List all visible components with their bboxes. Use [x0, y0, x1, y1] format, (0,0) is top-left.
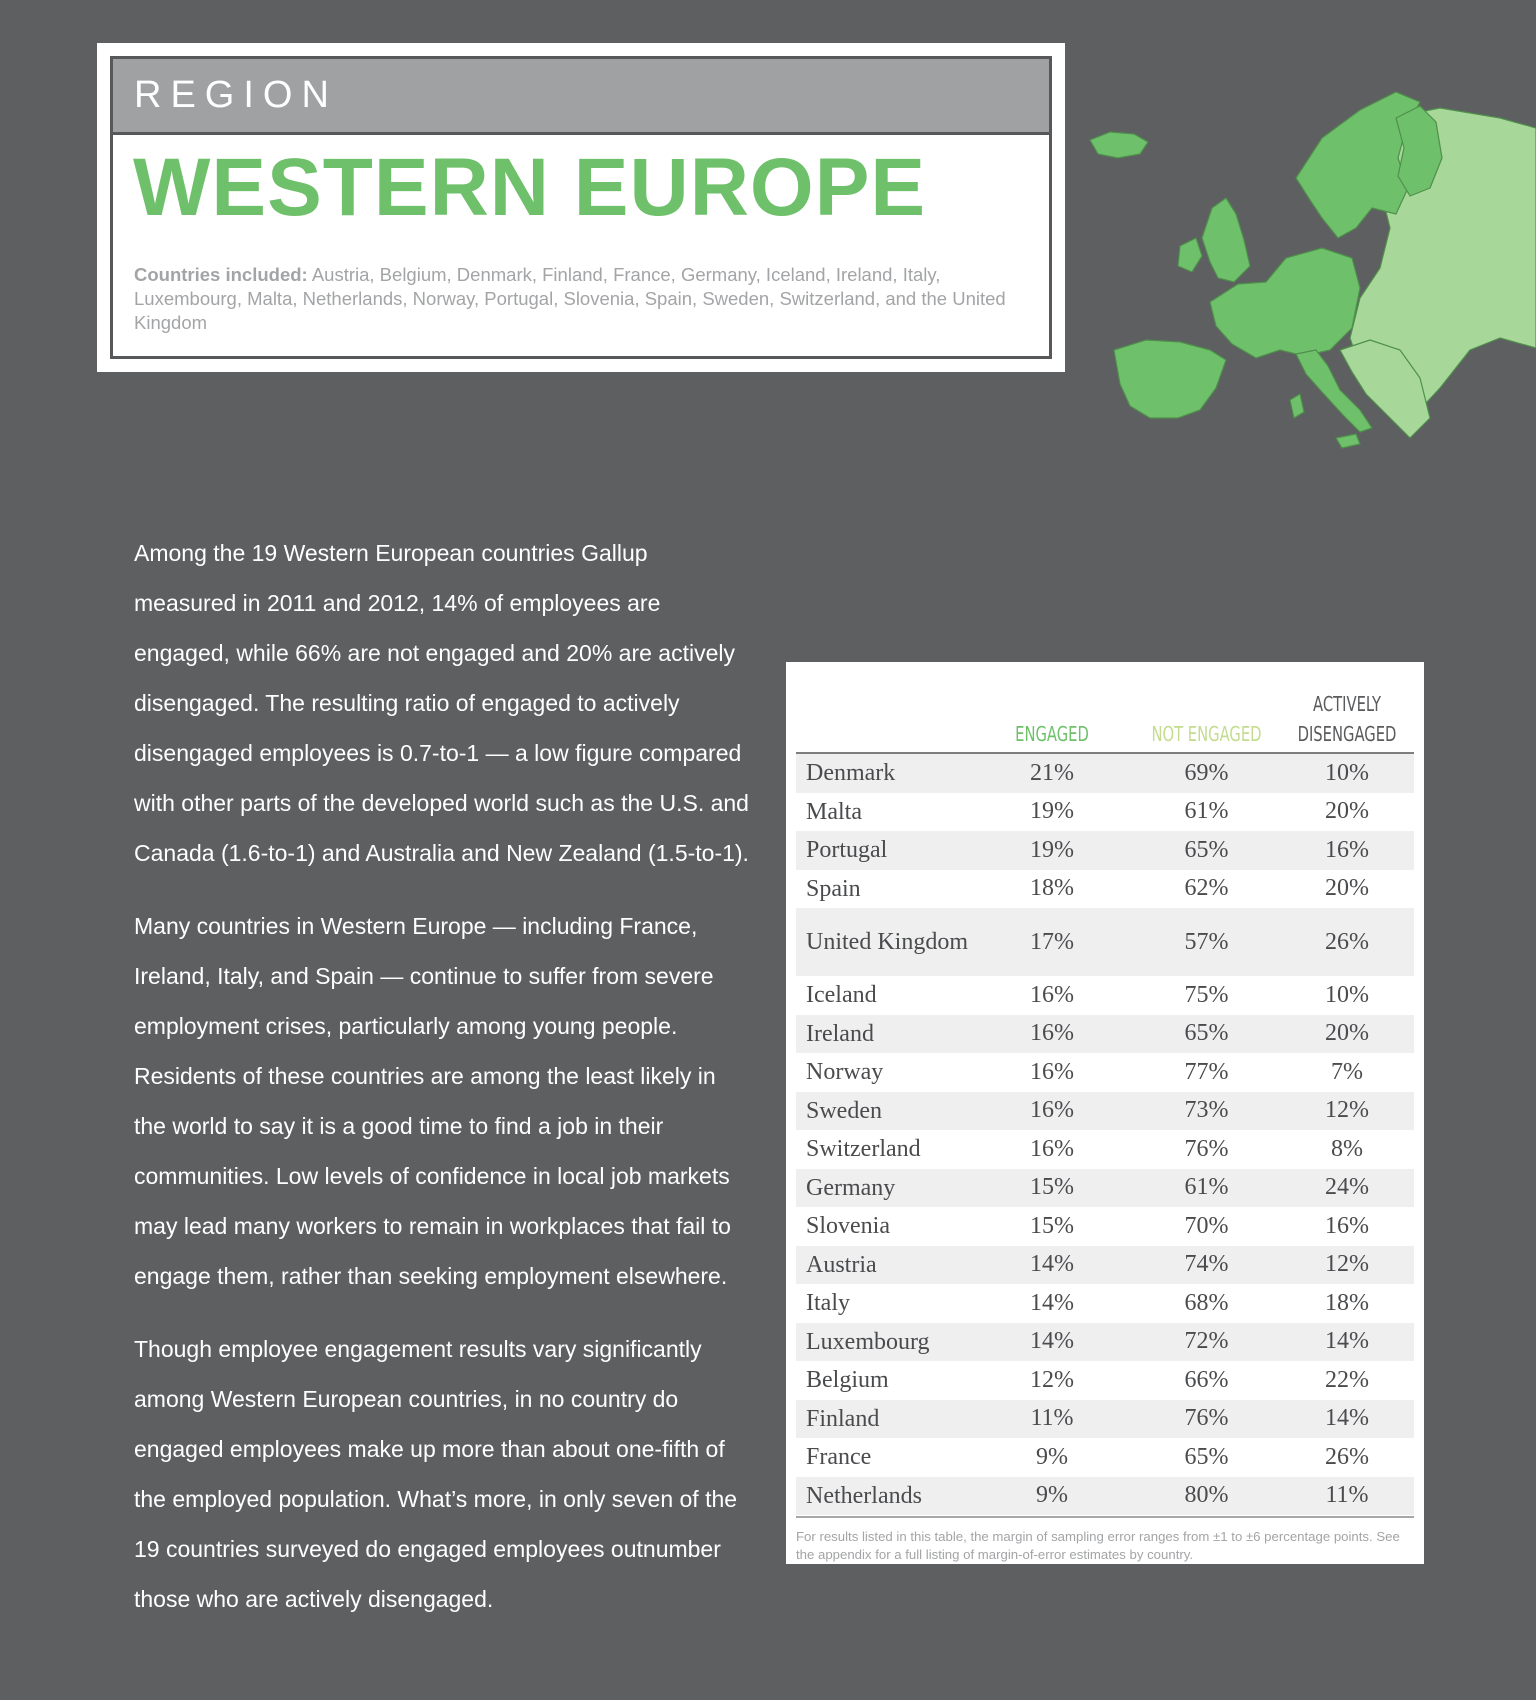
engaged-cell: 12%: [1030, 1366, 1074, 1393]
actively-disengaged-cell: 16%: [1325, 1212, 1369, 1239]
table-row: [796, 831, 1414, 870]
region-title: WESTERN EUROPE: [133, 142, 927, 233]
body-paragraph: Among the 19 Western European countries Gallup measured in 2011 and 2012, 14% of employees are engaged, while 66% are not engaged and 20% are actively disengaged. The resulting ratio of engaged to actively disengaged employees is 0.7-to-1 — a low figure compared with other parts of the developed world such as the U.S. and Canada (1.6-to-1) and Australia and New Zealand (1.5-to-1).: [134, 540, 749, 866]
countries-included-label: Countries included:: [134, 264, 308, 285]
table-row: [796, 754, 1414, 793]
region-header-frame: [110, 56, 1052, 359]
actively-disengaged-cell: 8%: [1331, 1135, 1363, 1162]
actively-disengaged-cell: 14%: [1325, 1328, 1369, 1355]
engaged-cell: 15%: [1030, 1212, 1074, 1239]
actively-disengaged-cell: 26%: [1325, 1443, 1369, 1470]
not-engaged-cell: 65%: [1184, 1020, 1229, 1047]
engaged-cell: 16%: [1030, 1058, 1074, 1085]
actively-disengaged-cell: 26%: [1325, 928, 1369, 955]
table-row: [796, 870, 1414, 909]
engaged-cell: 11%: [1030, 1405, 1074, 1432]
engaged-cell: 16%: [1030, 1097, 1074, 1124]
not-engaged-cell: 76%: [1184, 1405, 1229, 1432]
table-body: [796, 754, 1414, 1515]
actively-disengaged-cell: 12%: [1325, 1097, 1369, 1124]
table-header-actively-disengaged: [1292, 689, 1402, 749]
table-row: [796, 1246, 1414, 1285]
europe-map-image: [1060, 88, 1536, 468]
region-header-card: [97, 43, 1065, 372]
not-engaged-cell: 61%: [1184, 798, 1229, 825]
country-cell: Norway: [806, 1059, 884, 1086]
table-footnote: For results listed in this table, the margin of sampling error ranges from ±1 to ±6 percentage points. See the appendix for a full listing of margin-of-error estimates by country.: [796, 1529, 1400, 1562]
table-header-engaged: ENGAGED: [1015, 722, 1089, 746]
engaged-cell: 14%: [1030, 1328, 1074, 1355]
country-cell: Belgium: [806, 1367, 889, 1394]
engaged-cell: 17%: [1030, 928, 1074, 955]
country-cell: Denmark: [806, 760, 896, 787]
engagement-table-card: [786, 662, 1424, 1564]
table-row: [796, 1092, 1414, 1131]
not-engaged-cell: 76%: [1184, 1135, 1229, 1162]
countries-included-list: Austria, Belgium, Denmark, Finland, France, Germany, Iceland, Ireland, Italy, Luxembourg, Malta, Netherlands, Norway, Portugal, Slovenia, Spain, Sweden, Switzerland, and the United Kingdom: [134, 264, 1006, 333]
table-row: [796, 1361, 1414, 1400]
body-paragraph: Though employee engagement results vary significantly among Western European countries, in no country do engaged employees make up more than about one-fifth of the employed population. What’s more, in only seven of the 19 countries surveyed do engaged employees outnumber those who are actively disengaged.: [134, 1336, 738, 1612]
table-row: [796, 1400, 1414, 1439]
table-row: [796, 976, 1414, 1015]
table-row: [796, 1438, 1414, 1477]
engaged-cell: 9%: [1036, 1482, 1068, 1509]
table-header: [796, 674, 1414, 754]
table-row: [796, 1207, 1414, 1246]
engaged-cell: 15%: [1030, 1174, 1074, 1201]
actively-disengaged-cell: 18%: [1325, 1289, 1369, 1316]
engaged-cell: 9%: [1036, 1443, 1068, 1470]
not-engaged-cell: 75%: [1184, 981, 1229, 1008]
actively-disengaged-cell: 7%: [1331, 1058, 1363, 1085]
table-row: [796, 1284, 1414, 1323]
country-cell: United Kingdom: [806, 929, 968, 955]
table-row: [796, 1053, 1414, 1092]
table-header-not-engaged: NOT ENGAGED: [1151, 722, 1262, 746]
not-engaged-cell: 73%: [1184, 1097, 1229, 1124]
table-row: [796, 1477, 1414, 1516]
engaged-cell: 14%: [1030, 1251, 1074, 1278]
not-engaged-cell: 72%: [1184, 1328, 1229, 1355]
country-cell: Spain: [806, 875, 861, 902]
actively-disengaged-cell: 10%: [1325, 759, 1369, 786]
country-cell: Iceland: [806, 982, 877, 1009]
not-engaged-cell: 69%: [1184, 759, 1229, 786]
map-iberia: [1114, 340, 1226, 418]
actively-disengaged-cell: 12%: [1325, 1251, 1369, 1278]
not-engaged-cell: 57%: [1184, 928, 1229, 955]
country-cell: France: [806, 1444, 872, 1471]
country-cell: Italy: [806, 1290, 850, 1317]
not-engaged-cell: 68%: [1184, 1289, 1229, 1316]
actively-disengaged-cell: 20%: [1325, 1020, 1369, 1047]
actively-disengaged-cell: 16%: [1325, 836, 1369, 863]
not-engaged-cell: 66%: [1184, 1366, 1229, 1393]
table-row: [796, 1323, 1414, 1362]
not-engaged-cell: 62%: [1184, 875, 1229, 902]
actively-disengaged-cell: 22%: [1325, 1366, 1369, 1393]
country-cell: Slovenia: [806, 1213, 890, 1240]
table-header-actively-line2: DISENGAGED: [1297, 722, 1397, 746]
not-engaged-cell: 74%: [1184, 1251, 1229, 1278]
not-engaged-cell: 65%: [1184, 836, 1229, 863]
country-cell: Switzerland: [806, 1136, 921, 1163]
country-cell: Ireland: [806, 1020, 874, 1047]
engaged-cell: 21%: [1030, 759, 1074, 786]
engaged-cell: 16%: [1030, 1020, 1074, 1047]
country-cell: Finland: [806, 1405, 880, 1432]
table-row: [796, 1015, 1414, 1054]
table-header-actively-line1: ACTIVELY: [1313, 692, 1381, 716]
country-cell: Germany: [806, 1174, 896, 1201]
table-row: [796, 793, 1414, 832]
body-text: [134, 528, 754, 1647]
table-row: [796, 1130, 1414, 1169]
not-engaged-cell: 70%: [1184, 1212, 1229, 1239]
table-divider: [796, 1516, 1414, 1518]
region-band: [113, 59, 1049, 135]
engaged-cell: 19%: [1030, 798, 1074, 825]
engaged-cell: 16%: [1030, 1135, 1074, 1162]
actively-disengaged-cell: 24%: [1325, 1174, 1369, 1201]
map-uk: [1202, 198, 1250, 282]
country-cell: Luxembourg: [806, 1328, 930, 1355]
engaged-cell: 19%: [1030, 836, 1074, 863]
country-cell: Austria: [806, 1251, 877, 1278]
country-cell: Netherlands: [806, 1482, 922, 1509]
actively-disengaged-cell: 20%: [1325, 875, 1369, 902]
not-engaged-cell: 61%: [1184, 1174, 1229, 1201]
countries-included: [113, 263, 1049, 335]
engaged-cell: 14%: [1030, 1289, 1074, 1316]
body-paragraph: Many countries in Western Europe — including France, Ireland, Italy, and Spain — continue to suffer from severe employment crises, particularly among young people. Residents of these countries are among the least likely in the world to say it is a good time to find a job in their communities. Low levels of confidence in local job markets may lead many workers to remain in workplaces that fail to engage them, rather than seeking employment elsewhere.: [134, 913, 731, 1289]
map-ireland: [1178, 238, 1202, 272]
table-row: [796, 1169, 1414, 1208]
country-cell: Sweden: [806, 1097, 882, 1124]
country-cell: Malta: [806, 798, 862, 825]
engaged-cell: 18%: [1030, 875, 1074, 902]
not-engaged-cell: 77%: [1184, 1058, 1229, 1085]
actively-disengaged-cell: 20%: [1325, 798, 1369, 825]
not-engaged-cell: 80%: [1184, 1482, 1229, 1509]
actively-disengaged-cell: 11%: [1325, 1482, 1369, 1509]
region-label: REGION: [134, 74, 338, 116]
engaged-cell: 16%: [1030, 981, 1074, 1008]
actively-disengaged-cell: 14%: [1325, 1405, 1369, 1432]
not-engaged-cell: 65%: [1184, 1443, 1229, 1470]
table-row: [796, 908, 1414, 976]
actively-disengaged-cell: 10%: [1325, 981, 1369, 1008]
map-iceland: [1090, 132, 1148, 158]
country-cell: Portugal: [806, 837, 888, 864]
